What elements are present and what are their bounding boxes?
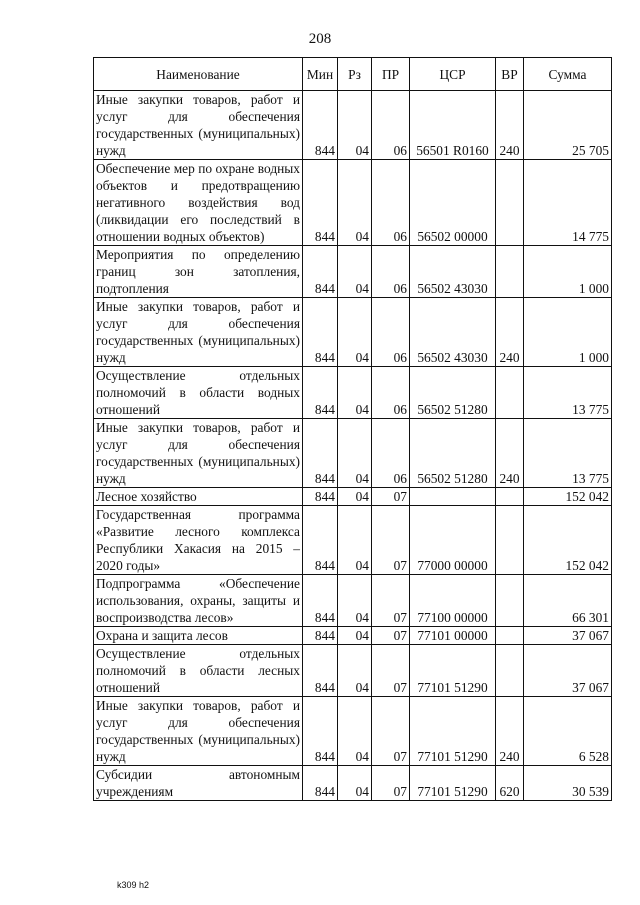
cell-min: 844 (303, 367, 338, 419)
cell-min: 844 (303, 697, 338, 766)
cell-pr: 06 (372, 298, 410, 367)
cell-rz: 04 (338, 246, 372, 298)
cell-vr: 620 (496, 766, 524, 801)
cell-sum: 152 042 (524, 488, 612, 506)
cell-rz: 04 (338, 160, 372, 246)
cell-csr: 77100 00000 (410, 575, 496, 627)
cell-name: Подпрограмма «Обеспечение использования, охраны, защиты и воспроизводства лесов» (94, 575, 303, 627)
cell-name: Охрана и защита лесов (94, 627, 303, 645)
cell-pr: 07 (372, 488, 410, 506)
cell-csr: 56501 R0160 (410, 91, 496, 160)
cell-min: 844 (303, 627, 338, 645)
header-pr: ПР (372, 58, 410, 91)
cell-name: Обеспечение мер по охране водных объектов и предотвращению негативного воздействия вод (ликвидации его последствий в отношении водных объектов) (94, 160, 303, 246)
cell-rz: 04 (338, 575, 372, 627)
cell-pr: 06 (372, 419, 410, 488)
table-row (94, 488, 612, 506)
cell-sum: 13 775 (524, 367, 612, 419)
table-row (94, 506, 612, 575)
cell-sum: 1 000 (524, 298, 612, 367)
cell-min: 844 (303, 419, 338, 488)
cell-csr: 56502 00000 (410, 160, 496, 246)
cell-vr (496, 506, 524, 575)
cell-min: 844 (303, 766, 338, 801)
cell-name: Иные закупки товаров, работ и услуг для обеспечения государственных (муниципальных) нужд (94, 419, 303, 488)
cell-csr: 56502 51280 (410, 419, 496, 488)
cell-sum: 37 067 (524, 645, 612, 697)
table-row (94, 627, 612, 645)
cell-name: Иные закупки товаров, работ и услуг для обеспечения государственных (муниципальных) нужд (94, 91, 303, 160)
cell-rz: 04 (338, 506, 372, 575)
cell-sum: 66 301 (524, 575, 612, 627)
cell-csr (410, 488, 496, 506)
cell-rz: 04 (338, 419, 372, 488)
header-rz: Рз (338, 58, 372, 91)
cell-vr (496, 645, 524, 697)
cell-rz: 04 (338, 367, 372, 419)
table-row (94, 91, 612, 160)
page-number: 208 (308, 31, 332, 47)
cell-pr: 07 (372, 645, 410, 697)
table-row (94, 160, 612, 246)
cell-csr: 77101 51290 (410, 645, 496, 697)
table-header-row (94, 58, 612, 91)
cell-name: Осуществление отдельных полномочий в области водных отношений (94, 367, 303, 419)
cell-name: Иные закупки товаров, работ и услуг для обеспечения государственных (муниципальных) нужд (94, 298, 303, 367)
cell-vr: 240 (496, 697, 524, 766)
table-row (94, 367, 612, 419)
cell-csr: 77101 00000 (410, 627, 496, 645)
cell-rz: 04 (338, 298, 372, 367)
header-sum: Сумма (524, 58, 612, 91)
cell-csr: 77101 51290 (410, 766, 496, 801)
cell-pr: 06 (372, 246, 410, 298)
cell-pr: 07 (372, 697, 410, 766)
cell-pr: 06 (372, 160, 410, 246)
cell-pr: 07 (372, 575, 410, 627)
header-name: Наименование (94, 58, 303, 91)
cell-pr: 07 (372, 627, 410, 645)
header-min: Мин (303, 58, 338, 91)
cell-sum: 25 705 (524, 91, 612, 160)
cell-sum: 6 528 (524, 697, 612, 766)
cell-vr (496, 367, 524, 419)
cell-min: 844 (303, 488, 338, 506)
cell-sum: 1 000 (524, 246, 612, 298)
cell-min: 844 (303, 575, 338, 627)
cell-name: Осуществление отдельных полномочий в области лесных отношений (94, 645, 303, 697)
cell-min: 844 (303, 506, 338, 575)
cell-pr: 07 (372, 766, 410, 801)
table-row (94, 298, 612, 367)
cell-name: Лесное хозяйство (94, 488, 303, 506)
cell-vr: 240 (496, 91, 524, 160)
table-row (94, 246, 612, 298)
cell-vr (496, 488, 524, 506)
table-row (94, 645, 612, 697)
cell-vr (496, 627, 524, 645)
cell-vr: 240 (496, 419, 524, 488)
cell-csr: 77101 51290 (410, 697, 496, 766)
cell-name: Государственная программа «Развитие лесного комплекса Республики Хакасия на 2015 – 2020 годы» (94, 506, 303, 575)
table-row (94, 697, 612, 766)
cell-rz: 04 (338, 645, 372, 697)
cell-rz: 04 (338, 91, 372, 160)
cell-name: Мероприятия по определению границ зон затопления, подтопления (94, 246, 303, 298)
cell-pr: 06 (372, 91, 410, 160)
cell-sum: 14 775 (524, 160, 612, 246)
cell-rz: 04 (338, 488, 372, 506)
table-row (94, 766, 612, 801)
cell-csr: 56502 51280 (410, 367, 496, 419)
cell-vr: 240 (496, 298, 524, 367)
cell-name: Иные закупки товаров, работ и услуг для обеспечения государственных (муниципальных) нужд (94, 697, 303, 766)
cell-pr: 07 (372, 506, 410, 575)
cell-csr: 56502 43030 (410, 298, 496, 367)
cell-min: 844 (303, 246, 338, 298)
cell-rz: 04 (338, 627, 372, 645)
cell-pr: 06 (372, 367, 410, 419)
cell-sum: 37 067 (524, 627, 612, 645)
table-row (94, 419, 612, 488)
cell-csr: 56502 43030 (410, 246, 496, 298)
footer-code: k309 h2 (117, 880, 150, 890)
cell-csr: 77000 00000 (410, 506, 496, 575)
cell-name: Субсидии автономным учреждениям (94, 766, 303, 801)
cell-min: 844 (303, 645, 338, 697)
cell-rz: 04 (338, 697, 372, 766)
header-vr: ВР (496, 58, 524, 91)
cell-sum: 13 775 (524, 419, 612, 488)
cell-sum: 152 042 (524, 506, 612, 575)
cell-min: 844 (303, 160, 338, 246)
cell-min: 844 (303, 298, 338, 367)
header-csr: ЦСР (410, 58, 496, 91)
budget-table (93, 57, 612, 801)
cell-rz: 04 (338, 766, 372, 801)
table-row (94, 575, 612, 627)
cell-vr (496, 160, 524, 246)
cell-vr (496, 575, 524, 627)
cell-min: 844 (303, 91, 338, 160)
cell-vr (496, 246, 524, 298)
cell-sum: 30 539 (524, 766, 612, 801)
